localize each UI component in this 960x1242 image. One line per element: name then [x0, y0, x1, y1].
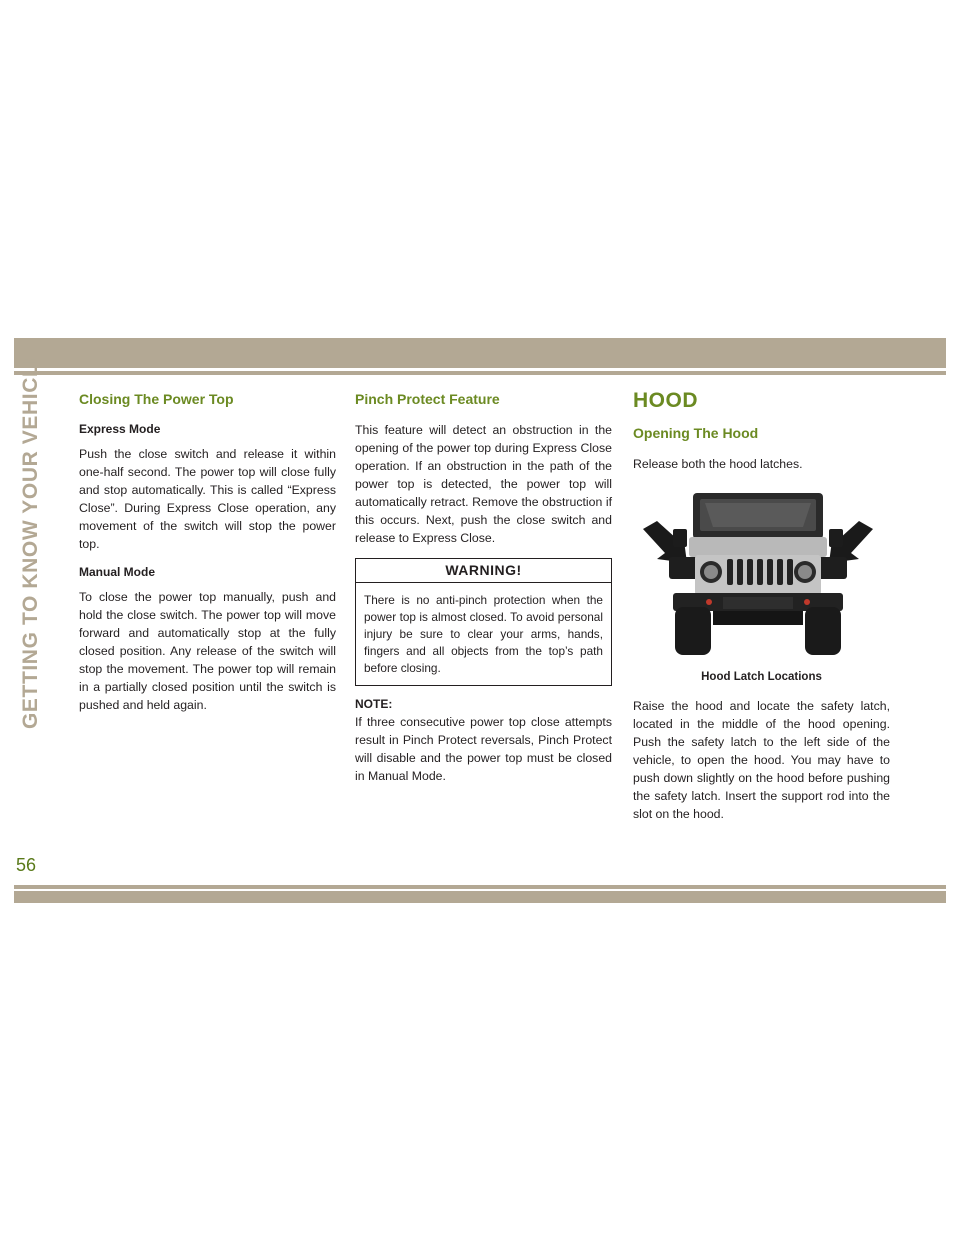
header-rule	[14, 371, 946, 375]
hood-latch-figure	[633, 489, 890, 659]
paragraph-pinch-protect: This feature will detect an obstruction in the opening of the power top during Express Close operation. If an obstruction in the path of the power top is detected, the power top will automatically retract. Remove the obstruction if this occurs. Next, push the close switch and release to Express Close.	[355, 423, 612, 545]
note-label: NOTE:	[355, 697, 393, 711]
column-hood	[633, 390, 890, 834]
footer-band	[14, 891, 946, 903]
heading-manual-mode: Manual Mode	[79, 565, 156, 579]
heading-pinch-protect: Pinch Protect Feature	[355, 391, 500, 407]
warning-box	[355, 558, 612, 686]
heading-hood: HOOD	[633, 389, 698, 412]
heading-opening-hood: Opening The Hood	[633, 425, 759, 441]
page-number: 56	[16, 855, 37, 875]
section-side-label: GETTING TO KNOW YOUR VEHICLE	[19, 348, 43, 730]
heading-express-mode: Express Mode	[79, 422, 161, 436]
paragraph-safety-latch: Raise the hood and locate the safety latch, located in the middle of the hood opening. Push the safety latch to the left side of the vehicle, to open the hood. You may have to push down slightly on the hood before pushing the safety latch. Insert the support rod into the slot on the hood.	[633, 699, 890, 821]
footer-rule	[14, 885, 946, 889]
column-pinch-protect	[355, 390, 612, 796]
paragraph-release-latches: Release both the hood latches.	[633, 457, 803, 471]
paragraph-manual-mode: To close the power top manually, push and hold the close switch. The power top will move forward and automatically stop at the fully closed position. Any release of the switch will stop the movement. The power top will remain in a partially closed position until the switch is pushed and held again.	[79, 590, 336, 712]
paragraph-express-mode: Push the close switch and release it within one-half second. The power top will close fully and stop automatically. This is called “Express Close”. During Express Close operation, any movement of the switch will stop the power top.	[79, 447, 336, 551]
header-band	[14, 338, 946, 368]
heading-closing-power-top: Closing The Power Top	[79, 391, 234, 407]
figure-caption: Hood Latch Locations	[701, 671, 822, 683]
warning-title: WARNING!	[356, 559, 611, 583]
note-text: If three consecutive power top close attempts result in Pinch Protect reversals, Pinch Protect will disable and the power top must be closed in Manual Mode.	[355, 715, 612, 783]
column-power-top	[79, 390, 336, 725]
jeep-front-illustration	[643, 489, 873, 659]
warning-text: There is no anti-pinch protection when the power top is almost closed. To avoid personal injury be sure to clear your arms, hands, fingers and all objects from the top’s path before closing.	[364, 593, 603, 675]
